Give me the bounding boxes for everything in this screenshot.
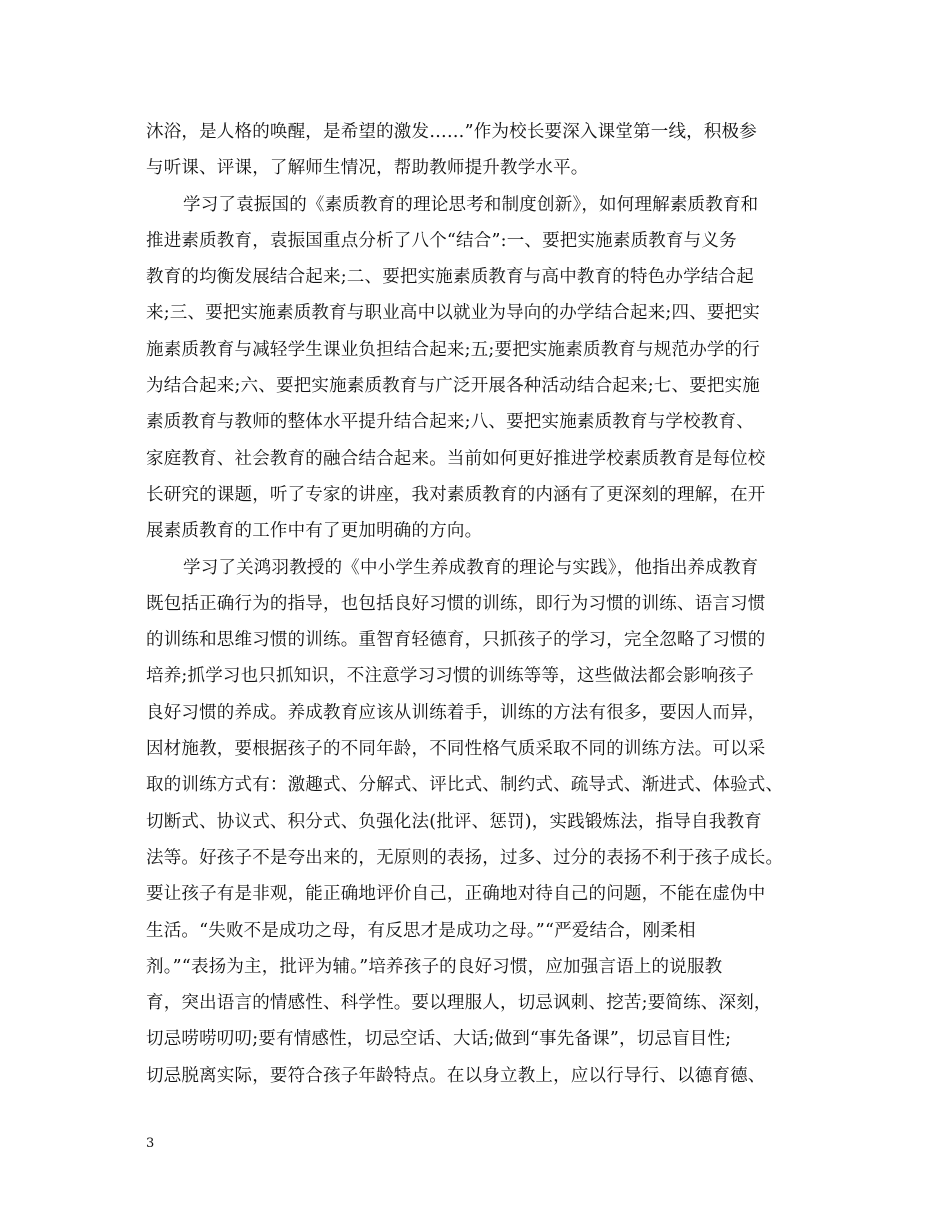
text-line: 与听课、评课，了解师生情况，帮助教师提升教学水平。 bbox=[146, 158, 589, 179]
page-number: 3 bbox=[146, 1136, 155, 1151]
text-line: 施素质教育与减轻学生课业负担结合起来;五;要把实施素质教育与规范办学的行 bbox=[146, 339, 760, 360]
text-line: 教育的均衡发展结合起来;二、要把实施素质教育与高中教育的特色办学结合起 bbox=[146, 267, 754, 288]
text-line: 取的训练方式有：激趣式、分解式、评比式、制约式、疏导式、渐进式、体验式、 bbox=[146, 775, 784, 796]
body-text bbox=[146, 114, 826, 1094]
paragraph-start-line: 学习了袁振国的《素质教育的理论思考和制度创新》，如何理解素质教育和 bbox=[183, 194, 759, 215]
text-line: 切断式、协议式、积分式、负强化法(批评、惩罚)，实践锻炼法，指导自我教育 bbox=[146, 811, 762, 832]
text-line: 切忌唠唠叨叨;要有情感性，切忌空话、大话;做到“事先备课”，切忌盲目性; bbox=[146, 1029, 732, 1050]
text-line: 要让孩子有是非观，能正确地评价自己，正确地对待自己的问题，不能在虚伪中 bbox=[146, 884, 766, 905]
text-line: 沐浴，是人格的唤醒，是希望的激发……”作为校长要深入课堂第一线，积极参 bbox=[146, 122, 757, 142]
text-line: 推进素质教育，袁振国重点分析了八个“结合”:一、要把实施素质教育与义务 bbox=[146, 230, 737, 251]
text-line: 因材施教，要根据孩子的不同年龄，不同性格气质采取不同的训练方法。可以采 bbox=[146, 739, 766, 760]
text-line: 良好习惯的养成。养成教育应该从训练着手，训练的方法有很多，要因人而异， bbox=[146, 702, 766, 723]
text-line: 家庭教育、社会教育的融合结合起来。当前如何更好推进学校素质教育是每位校 bbox=[146, 448, 766, 469]
text-line: 素质教育与教师的整体水平提升结合起来;八、要把实施素质教育与学校教育、 bbox=[146, 412, 754, 433]
text-line: 既包括正确行为的指导，也包括良好习惯的训练，即行为习惯的训练、语言习惯 bbox=[146, 593, 766, 614]
text-line: 剂。”“表扬为主，批评为辅。”培养孩子的良好习惯，应加强言语上的说服教 bbox=[146, 956, 723, 977]
text-line: 长研究的课题，听了专家的讲座，我对素质教育的内涵有了更深刻的理解，在开 bbox=[146, 484, 766, 505]
text-line: 法等。好孩子不是夸出来的，无原则的表扬，过多、过分的表扬不利于孩子成长。 bbox=[146, 847, 784, 868]
text-line: 育，突出语言的情感性、科学性。要以理服人，切忌讽刺、挖苦;要简练、深刻， bbox=[146, 993, 772, 1014]
text-line: 为结合起来;六、要把实施素质教育与广泛开展各种活动结合起来;七、要把实施 bbox=[146, 376, 760, 397]
text-line: 培养;抓学习也只抓知识，不注意学习习惯的训练等等，这些做法都会影响孩子 bbox=[146, 666, 754, 687]
text-line: 的训练和思维习惯的训练。重智育轻德育，只抓孩子的学习，完全忽略了习惯的 bbox=[146, 630, 766, 651]
text-line: 展素质教育的工作中有了更加明确的方向。 bbox=[146, 521, 483, 542]
text-line: 生活。“失败不是成功之母，有反思才是成功之母。”“严爱结合，刚柔相 bbox=[146, 920, 696, 941]
text-line: 来;三、要把实施素质教育与职业高中以就业为导向的办学结合起来;四、要把实 bbox=[146, 303, 760, 324]
paragraph-start-line: 学习了关鸿羽教授的《中小学生养成教育的理论与实践》，他指出养成教育 bbox=[183, 557, 759, 578]
text-line: 切忌脱离实际，要符合孩子年龄特点。在以身立教上，应以行导行、以德育德、 bbox=[146, 1065, 766, 1086]
